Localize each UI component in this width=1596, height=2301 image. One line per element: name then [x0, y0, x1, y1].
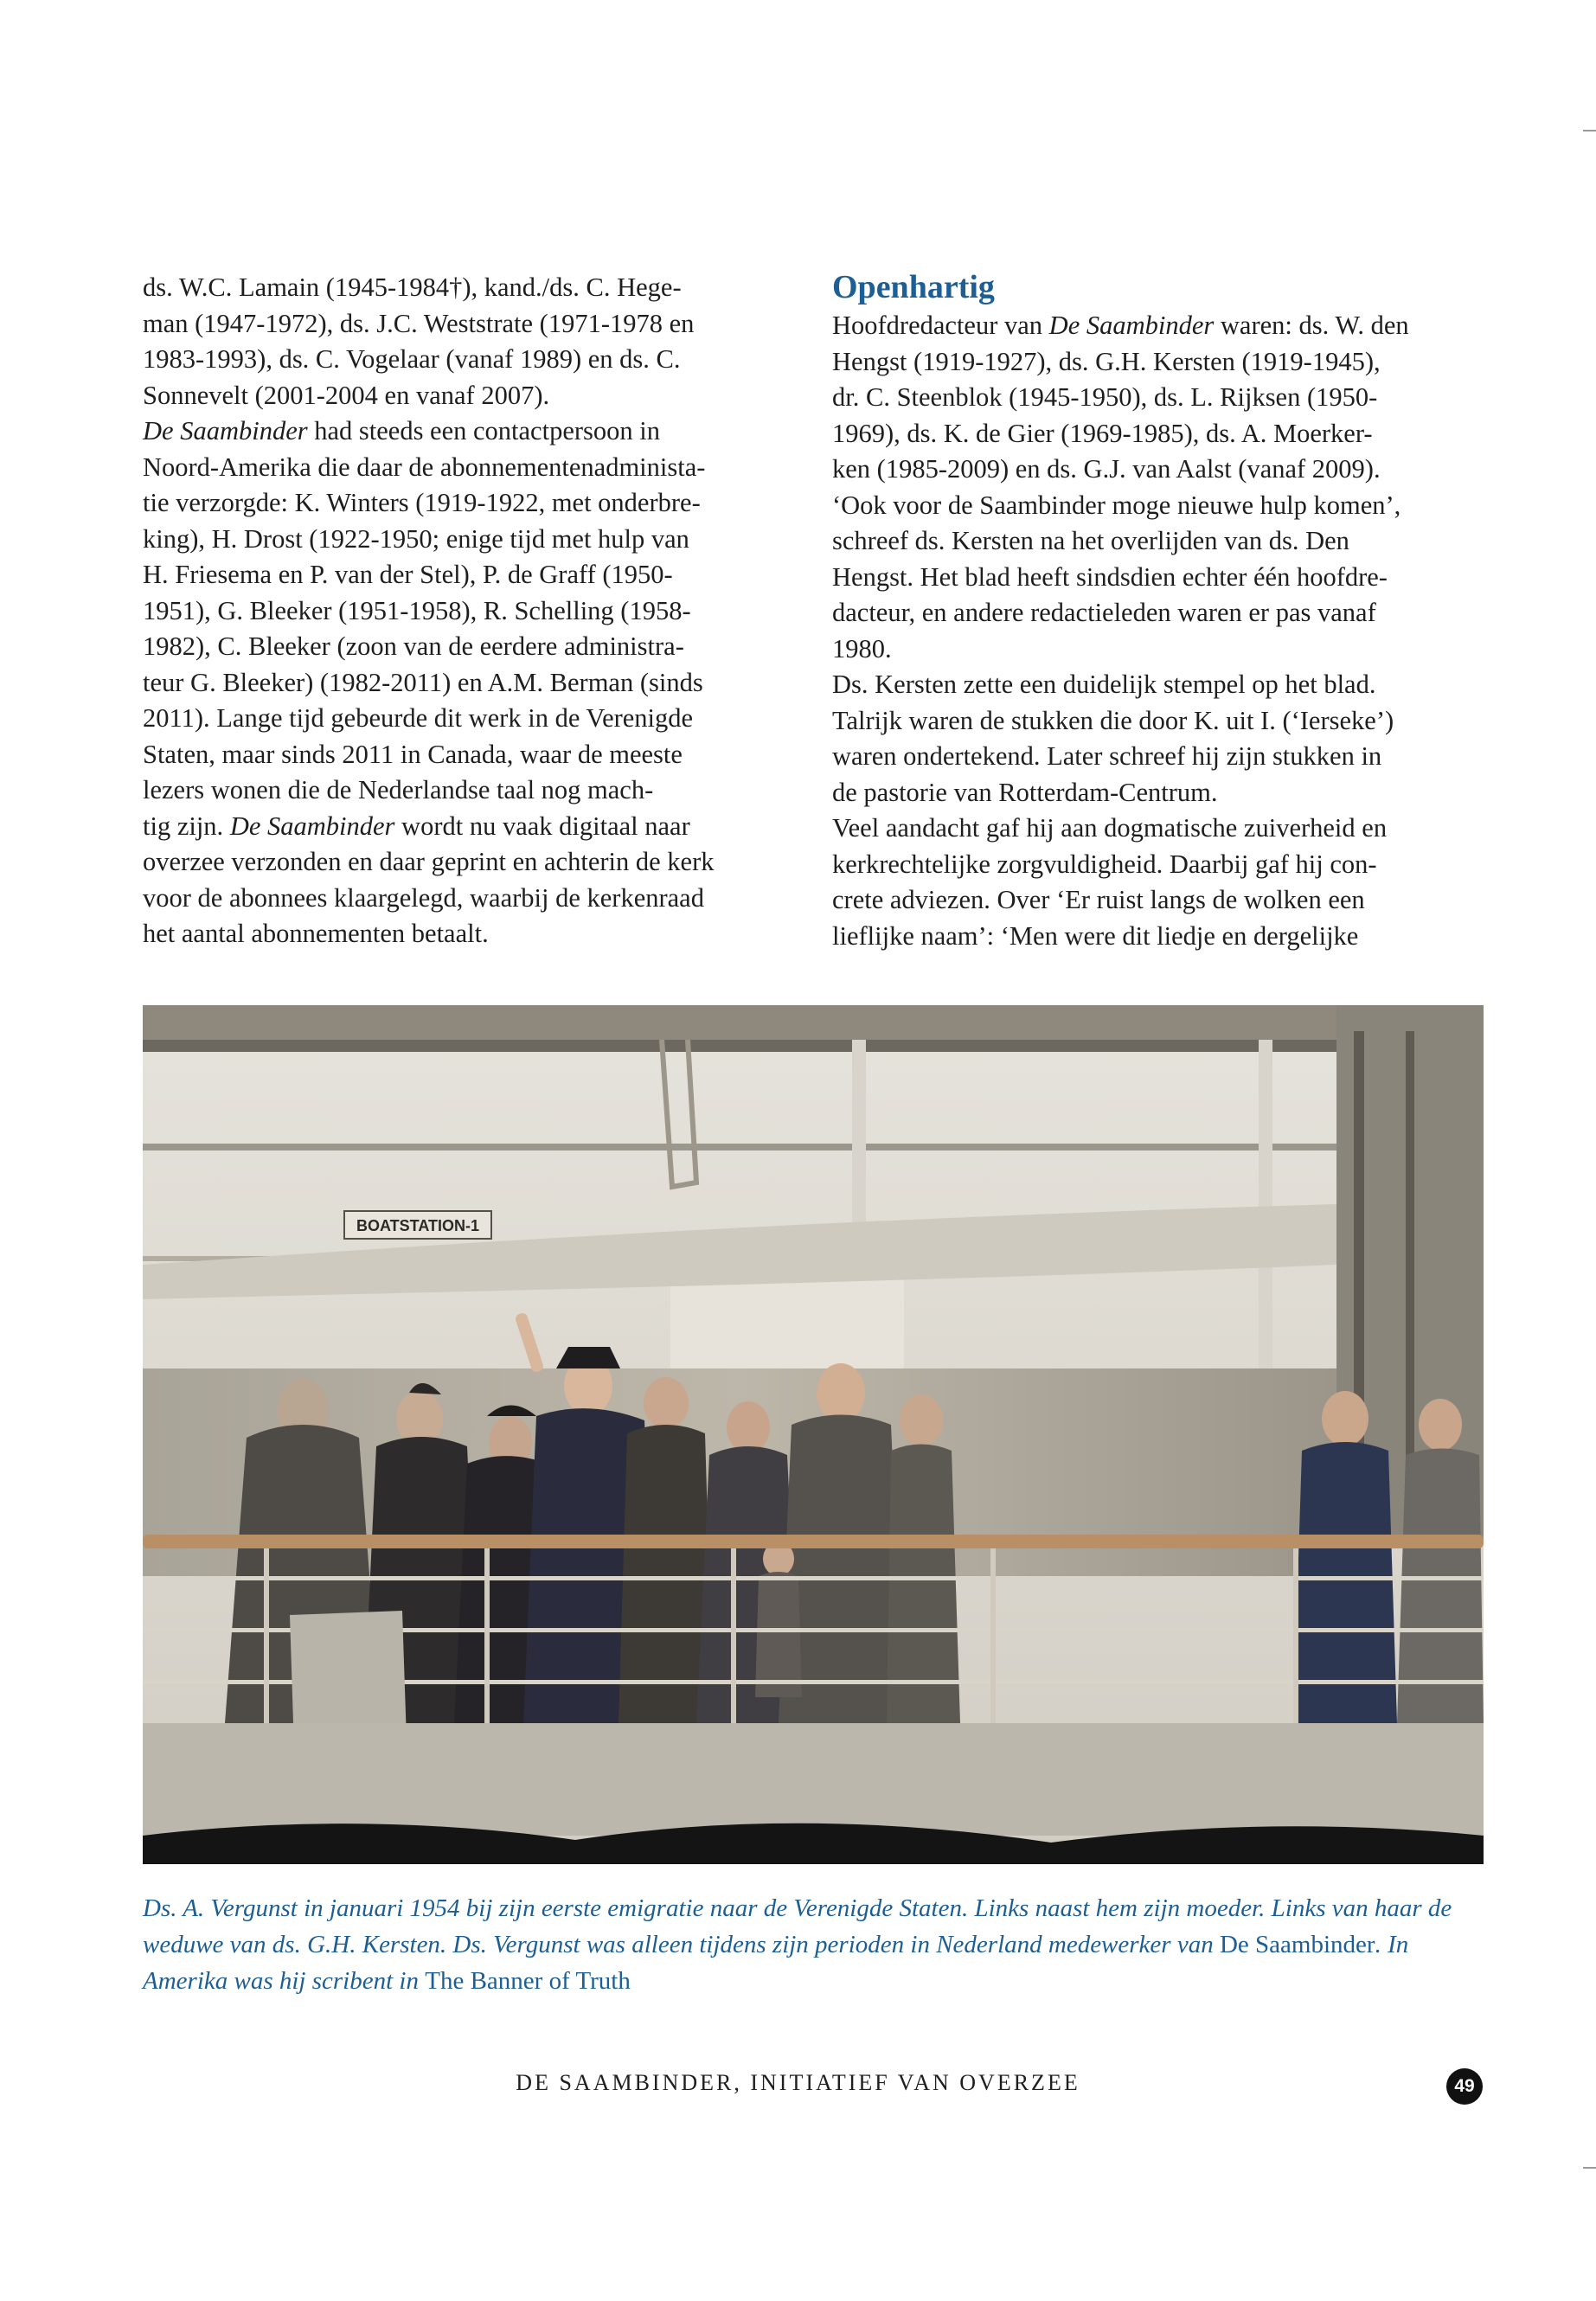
text-line: [143, 413, 804, 450]
text-line: H. Friesema en P. van der Stel), P. de Graff (1950-: [143, 560, 673, 589]
text-line: 1982), C. Bleeker (zoon van de eerdere administra-: [143, 631, 684, 661]
text-line: waren ondertekend. Later schreef hij zijn stukken in: [832, 741, 1382, 771]
text-line: Hengst. Het blad heeft sindsdien echter één hoofdre-: [832, 561, 1388, 592]
text-line: het aantal abonnementen betaalt.: [143, 919, 489, 948]
text-span: tig zijn.: [143, 811, 230, 841]
text-line: lezers wonen die de Nederlandse taal nog mach-: [143, 775, 654, 804]
text-span: Hoofdredacteur van: [832, 311, 1049, 340]
publication-title: De Saambinder: [1048, 311, 1215, 340]
text-line: 1980.: [832, 633, 892, 663]
text-line: kerkrechtelijke zorgvuldigheid. Daarbij gaf hij con-: [832, 849, 1377, 879]
text-line: ‘Ook voor de Saambinder moge nieuwe hulp komen’,: [832, 490, 1401, 520]
photo-illustration: [143, 1005, 1484, 1864]
text-line: schreef ds. Kersten na het overlijden van ds. Den: [832, 526, 1349, 555]
caption-title: De Saambinder: [1219, 1931, 1375, 1958]
text-line: [143, 809, 804, 845]
text-line: 1951), G. Bleeker (1951-1958), R. Schelling (1958-: [143, 595, 691, 625]
page-number: 49: [1446, 2068, 1483, 2105]
text-line: ds. W.C. Lamain (1945-1984†), kand./ds. C. Hege-: [143, 272, 682, 302]
right-column: [832, 268, 1494, 954]
caption-text: . In Amerika was hij scribent in: [143, 1931, 1409, 1995]
text-line: Noord-Amerika die daar de abonnementenadminista-: [143, 452, 706, 482]
text-line: de pastorie van Rotterdam-Centrum.: [832, 777, 1218, 807]
text-line: dacteur, en andere redactieleden waren er pas vanaf: [832, 598, 1376, 627]
text-line: crete adviezen. Over ‘Er ruist langs de wolken een: [832, 885, 1365, 914]
text-line: tie verzorgde: K. Winters (1919-1922, met onderbre-: [143, 488, 701, 517]
text-line: 1969), ds. K. de Gier (1969-1985), ds. A. Moerker-: [832, 418, 1373, 448]
text-line: teur G. Bleeker) (1982-2011) en A.M. Berman (sinds: [143, 667, 703, 697]
publication-title: De Saambinder: [143, 416, 308, 445]
text-line: Veel aandacht gaf hij aan dogmatische zuiverheid en: [832, 813, 1388, 843]
text-line: king), H. Drost (1922-1950; enige tijd met hulp van: [143, 523, 689, 554]
text-line: dr. C. Steenblok (1945-1950), ds. L. Rijksen (1950-: [832, 382, 1378, 412]
ship-deck-photo: [143, 1005, 1484, 1864]
text-line: 1983-1993), ds. C. Vogelaar (vanaf 1989) en ds. C.: [143, 344, 681, 374]
text-span: had steeds een contactpersoon in: [307, 416, 660, 445]
text-line: Ds. Kersten zette een duidelijk stempel op het blad.: [832, 670, 1376, 699]
photo-caption: [143, 1890, 1492, 1999]
text-line: [832, 308, 1494, 344]
left-column: [143, 270, 804, 952]
text-line: 2011). Lange tijd gebeurde dit werk in de Verenigde: [143, 703, 694, 733]
text-line: Talrijk waren de stukken die door K. uit I. (‘Ierseke’): [832, 705, 1394, 735]
publication-title: De Saambinder: [229, 811, 395, 841]
crop-mark-top: [1583, 130, 1596, 131]
running-footer: DE SAAMBINDER, INITIATIEF VAN OVERZEE: [516, 2070, 1080, 2095]
section-heading: Openhartig: [832, 269, 995, 305]
text-span: wordt nu vaak digitaal naar: [394, 811, 690, 841]
caption-text: Ds. A. Vergunst in januari 1954 bij zijn eerste emigratie naar de Verenigde Staten. Links naast hem zijn moeder. Links van haar de weduwe van ds. G.H. Kersten. Ds. Vergunst was alleen tijdens zijn perioden in Nederland medewerker van: [143, 1894, 1452, 1958]
crop-mark-bottom: [1583, 2167, 1596, 2169]
caption-title: The Banner of Truth: [425, 1967, 631, 1995]
text-line: man (1947-1972), ds. J.C. Weststrate (1971-1978 en: [143, 308, 695, 338]
text-line: lieflijke naam’: ‘Men were dit liedje en dergelijke: [832, 920, 1359, 951]
text-span: waren: ds. W. den: [1214, 311, 1409, 340]
text-line: Staten, maar sinds 2011 in Canada, waar de meeste: [143, 739, 683, 769]
text-line: overzee verzonden en daar geprint en achterin de kerk: [143, 847, 715, 876]
text-line: voor de abonnees klaargelegd, waarbij de kerkenraad: [143, 882, 704, 913]
text-line: Sonnevelt (2001-2004 en vanaf 2007).: [143, 380, 550, 410]
text-line: Hengst (1919-1927), ds. G.H. Kersten (1919-1945),: [832, 346, 1381, 376]
boat-station-sign: BOATSTATION-1: [356, 1217, 479, 1234]
text-line: ken (1985-2009) en ds. G.J. van Aalst (vanaf 2009).: [832, 454, 1381, 484]
